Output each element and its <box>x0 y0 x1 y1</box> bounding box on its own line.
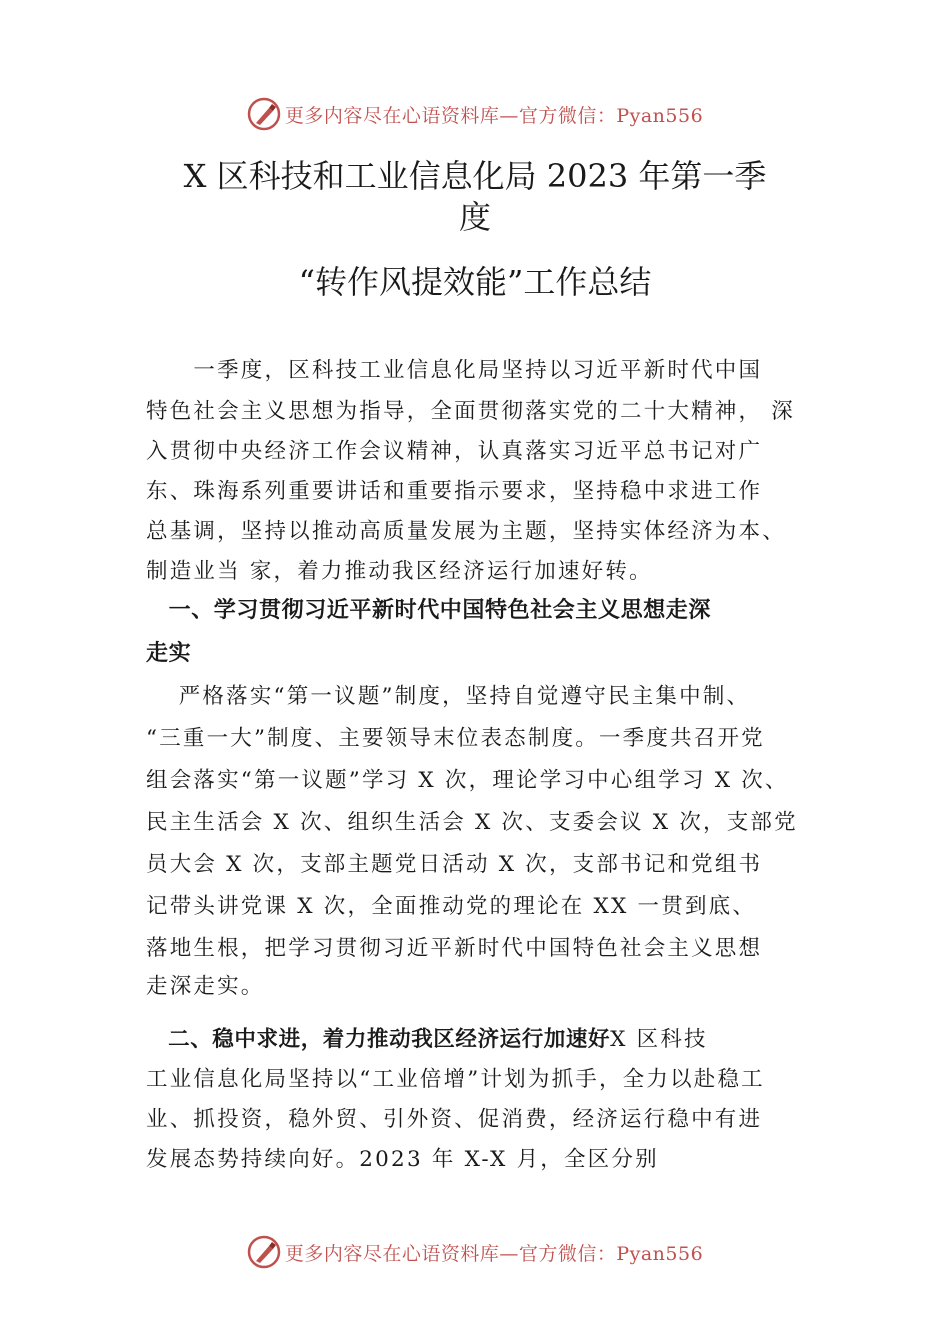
section-2-line: 发展态势持续向好。2023 年 X-X 月，全区分别 <box>146 1147 659 1172</box>
pen-nib-logo-icon <box>247 97 281 131</box>
intro-line: 制造业当 家，着力推动我区经济运行加速好转。 <box>146 559 653 584</box>
section-1-line: 组会落实“第一议题”学习 X 次，理论学习中心组学习 X 次、 <box>146 768 789 793</box>
section-1-line: “三重一大”制度、主要领导末位表态制度。一季度共召开党 <box>146 726 765 751</box>
intro-line: 一季度，区科技工业信息化局坚持以习近平新时代中国 <box>146 358 763 383</box>
document-title-line-3: “转作风提效能”工作总结 <box>298 263 652 301</box>
pen-nib-logo-icon <box>247 1235 281 1269</box>
section-1-line: 落地生根，把学习贯彻习近平新时代中国特色社会主义思想 <box>146 936 763 961</box>
intro-line: 东、珠海系列重要讲话和重要指示要求，坚持稳中求进工作 <box>146 479 763 504</box>
document-title-line-2: 度 <box>458 198 491 236</box>
section-2-line: 业、抓投资，稳外贸、引外资、促消费，经济运行稳中有进 <box>146 1107 763 1132</box>
section-1-line: 严格落实“第一议题”制度，坚持自觉遵守民主集中制、 <box>146 684 751 709</box>
section-1-heading-cont: 走实 <box>146 641 192 666</box>
section-2-heading-tail: X 区科技 <box>610 1027 708 1052</box>
watermark-top <box>0 94 950 134</box>
watermark-text: 更多内容尽在心语资料库—官方微信：Pyan556 <box>284 1242 704 1265</box>
intro-line: 入贯彻中央经济工作会议精神，认真落实习近平总书记对广 <box>146 439 763 464</box>
section-1-line: 走深走实。 <box>146 974 265 999</box>
intro-line: 特色社会主义思想为指导，全面贯彻落实党的二十大精神， 深 <box>146 399 795 424</box>
section-1-line: 记带头讲党课 X 次，全面推动党的理论在 XX 一贯到底、 <box>146 894 757 919</box>
section-1-line: 民主生活会 X 次、组织生活会 X 次、支委会议 X 次，支部党 <box>146 810 798 835</box>
intro-line: 总基调，坚持以推动高质量发展为主题，坚持实体经济为本、 <box>146 519 786 544</box>
watermark-text: 更多内容尽在心语资料库—官方微信：Pyan556 <box>284 104 704 127</box>
section-2-first-line <box>146 1025 708 1055</box>
section-1-line: 员大会 X 次，支部主题党日活动 X 次，支部书记和党组书 <box>146 852 763 877</box>
document-title-line-1: X 区科技和工业信息化局 2023 年第一季 <box>183 157 767 195</box>
section-2-heading: 二、稳中求进，着力推动我区经济运行加速好 <box>146 1027 611 1052</box>
watermark-bottom <box>0 1232 950 1272</box>
section-2-line: 工业信息化局坚持以“工业倍增”计划为抓手，全力以赴稳工 <box>146 1067 765 1092</box>
section-1-heading: 一、学习贯彻习近平新时代中国特色社会主义思想走深 <box>146 598 712 623</box>
